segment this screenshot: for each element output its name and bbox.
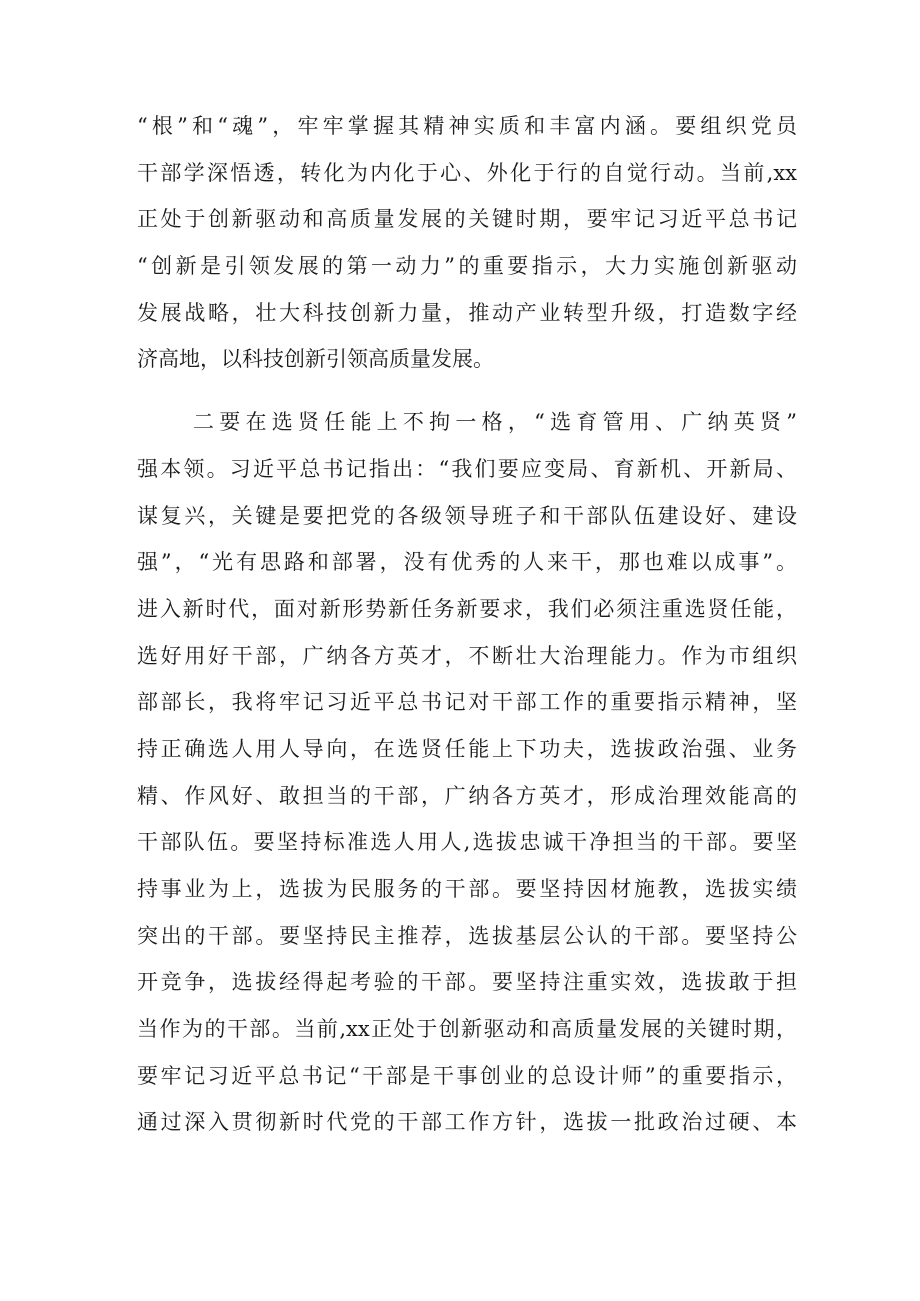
text-line: 突出的干部。要坚持民主推荐，选拔基层公认的干部。要坚持公: [137, 923, 797, 948]
text-line: 通过深入贯彻新时代党的干部工作方针，选拔一批政治过硬、本: [137, 1110, 797, 1135]
text-line: 持正确选人用人导向，在选贤任能上下功夫，选拔政治强、业务: [137, 736, 797, 761]
text-line: 精、作风好、敢担当的干部，广纳各方英才，形成治理效能高的: [137, 783, 797, 808]
text-line: 强”，“光有思路和部署，没有优秀的人来干，那也难以成事”。: [137, 550, 797, 575]
text-line: 要牢记习近平总书记“干部是干事创业的总设计师”的重要指示，: [137, 1063, 797, 1088]
text-line: 强本领。习近平总书记指出：“我们要应变局、育新机、开新局、: [137, 456, 797, 481]
text-line: 干部队伍。要坚持标准选人用人,选拔忠诚干净担当的干部。要坚: [137, 830, 797, 855]
text-line: 济高地，以科技创新引领高质量发展。: [137, 347, 494, 372]
text-line: 干部学深悟透，转化为内化于心、外化于行的自觉行动。当前,xx: [137, 160, 797, 185]
text-line: 二要在选贤任能上不拘一格，“选育管用、广纳英贤”: [193, 410, 797, 435]
text-line: 进入新时代，面对新形势新任务新要求，我们必须注重选贤任能，: [137, 596, 797, 621]
document-body: [137, 103, 797, 1146]
text-line: 开竞争，选拔经得起考验的干部。要坚持注重实效，选拔敢于担: [137, 970, 797, 995]
text-line: 正处于创新驱动和高质量发展的关键时期，要牢记习近平总书记: [137, 207, 797, 232]
text-line: 持事业为上，选拔为民服务的干部。要坚持因材施教，选拔实绩: [137, 877, 797, 901]
text-line: 部部长，我将牢记习近平总书记对干部工作的重要指示精神，坚: [137, 690, 797, 715]
text-line: “创新是引领发展的第一动力”的重要指示，大力实施创新驱动: [137, 254, 797, 279]
text-line: 当作为的干部。当前,xx正处于创新驱动和高质量发展的关键时期，: [137, 1017, 797, 1042]
paragraph-gap: [137, 383, 797, 399]
text-line: “根”和“魂”，牢牢掌握其精神实质和丰富内涵。要组织党员: [137, 114, 797, 138]
paragraph-1: [137, 103, 797, 383]
paragraph-2: [137, 399, 797, 1146]
text-line: 选好用好干部，广纳各方英才，不断壮大治理能力。作为市组织: [137, 643, 797, 668]
text-line: 发展战略，壮大科技创新力量，推动产业转型升级，打造数字经: [137, 300, 797, 325]
text-line: 谋复兴，关键是要把党的各级领导班子和干部队伍建设好、建设: [137, 503, 797, 528]
